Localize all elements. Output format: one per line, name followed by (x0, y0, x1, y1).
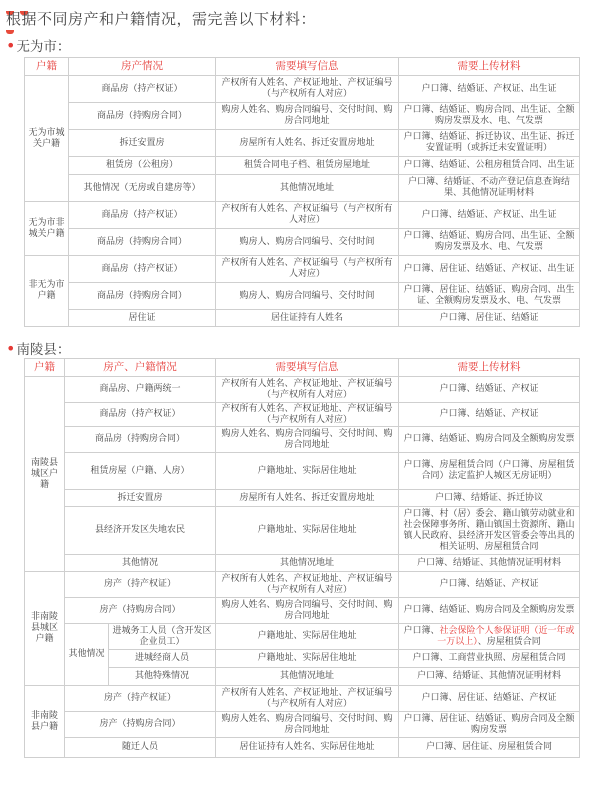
section-title-wuwei: •无为市： (6, 36, 71, 55)
materials-cell: 户口簿、居住证、结婚证 (399, 310, 580, 327)
table-row (25, 490, 580, 507)
info-cell: 户籍地址、实际居住地址 (216, 453, 399, 490)
info-cell: 租赁合同电子档、租赁房屋地址 (216, 157, 399, 175)
table-row (25, 507, 580, 555)
table-row (25, 738, 580, 758)
info-cell: 产权所有人姓名、产权证地址、产权证编号（与产权所有人对应） (216, 377, 399, 403)
property-cell: 商品房（持产权证） (65, 403, 216, 427)
info-cell: 产权所有人姓名、产权证地址、产权证编号（与产权所有人对应） (216, 572, 399, 598)
table-row (25, 377, 580, 403)
materials-cell: 户口簿、结婚证、不动产登记信息查询结果、其他情况证明材料 (399, 175, 580, 202)
property-cell: 商品房（持购房合同） (65, 427, 216, 453)
info-cell: 购房人姓名、购房合同编号、交付时间、购房合同地址 (216, 712, 399, 738)
info-cell: 房屋所有人姓名、拆迁安置房地址 (216, 490, 399, 507)
info-cell: 其他情况地址 (216, 668, 399, 686)
group-label: 非无为市户籍 (25, 256, 69, 327)
info-cell: 产权所有人姓名、产权证地址、产权证编号（与产权所有人对应） (216, 76, 399, 103)
property-cell: 房产（持产权证） (65, 572, 216, 598)
materials-cell: 户口簿、结婚证、产权证、出生证 (399, 76, 580, 103)
table-row (25, 103, 580, 130)
materials-cell: 户口簿、居住证、结婚证、购房合同及全额购房发票 (399, 712, 580, 738)
property-cell: 居住证 (69, 310, 216, 327)
table-row (25, 175, 580, 202)
property-cell: 其他情况（无房或自建房等） (69, 175, 216, 202)
materials-cell: 户口簿、居住证、房屋租赁合同 (399, 738, 580, 758)
info-cell: 房屋所有人姓名、拆迁安置房地址 (216, 130, 399, 157)
property-cell: 拆迁安置房 (69, 130, 216, 157)
group-label: 无为市城关户籍 (25, 76, 69, 202)
info-cell: 户籍地址、实际居住地址 (216, 507, 399, 555)
header-cell: 需要填写信息 (216, 359, 399, 377)
top-decoration (6, 0, 46, 4)
materials-cell: 户口簿、居住证、结婚证、产权证 (399, 686, 580, 712)
info-cell: 购房人姓名、购房合同编号、交付时间、购房合同地址 (216, 103, 399, 130)
materials-cell: 户口簿、居住证、结婚证、购房合同、出生证、全额购房发票及水、电、气发票 (399, 283, 580, 310)
info-cell: 居住证持有人姓名、实际居住地址 (216, 738, 399, 758)
table-row (25, 256, 580, 283)
table-header-row (25, 58, 580, 76)
property-cell: 其他情况 (65, 555, 216, 572)
materials-cell: 户口簿、结婚证、产权证、出生证 (399, 202, 580, 229)
materials-cell: 户口簿、结婚证、产权证 (399, 572, 580, 598)
info-cell: 其他情况地址 (216, 555, 399, 572)
info-cell: 购房人、购房合同编号、交付时间 (216, 283, 399, 310)
table-row (25, 624, 580, 650)
info-cell: 居住证持有人姓名 (216, 310, 399, 327)
property-cell: 租赁房屋（户籍、人房） (65, 453, 216, 490)
materials-cell: 户口簿、结婚证、产权证 (399, 403, 580, 427)
table-row (25, 283, 580, 310)
property-cell: 随迁人员 (65, 738, 216, 758)
table-row (25, 229, 580, 256)
materials-cell: 户口簿、结婚证、拆迁协议、出生证、拆迁安置证明（或拆迁未安置证明） (399, 130, 580, 157)
wuwei-table (24, 57, 580, 327)
info-cell: 购房人姓名、购房合同编号、交付时间、购房合同地址 (216, 598, 399, 624)
property-cell: 县经济开发区失地农民 (65, 507, 216, 555)
header-cell: 需要上传材料 (399, 58, 580, 76)
property-cell: 商品房、户籍两统一 (65, 377, 216, 403)
materials-cell: 户口簿、结婚证、购房合同、出生证、全额购房发票及水、电、气发票 (399, 103, 580, 130)
property-cell: 商品房（持购房合同） (69, 229, 216, 256)
info-cell: 户籍地址、实际居住地址 (216, 624, 399, 650)
property-cell: 商品房（持产权证） (69, 76, 216, 103)
materials-cell: 户口簿、房屋租赁合同（户口簿、房屋租赁合同）法定监护人城区无房证明） (399, 453, 580, 490)
group-label: 南陵县城区户籍 (25, 377, 65, 572)
table-row (25, 453, 580, 490)
group-label: 无为市非城关户籍 (25, 202, 69, 256)
highlight-text: 社会保险个人参保证明（近一年或一万以上） (437, 625, 575, 647)
table-row (25, 202, 580, 229)
header-cell: 房产、户籍情况 (65, 359, 216, 377)
property-cell: 商品房（持购房合同） (69, 283, 216, 310)
table-row (25, 598, 580, 624)
group-label: 非南陵县城区户籍 (25, 572, 65, 686)
table-row (25, 310, 580, 327)
materials-cell: 户口簿、结婚证、购房合同、出生证、全额购房发票及水、电、气发票 (399, 229, 580, 256)
table-row (25, 555, 580, 572)
materials-cell: 户口簿、村（居）委会、籍山镇劳动就业和社会保障事务所、籍山镇国土资源所、籍山镇人民政府、县经济开发区管委会等出具的相关证明、房屋租赁合同 (399, 507, 580, 555)
section-title-nanling: •南陵县： (6, 339, 71, 358)
info-cell: 购房人、购房合同编号、交付时间 (216, 229, 399, 256)
property-cell: 商品房（持购房合同） (69, 103, 216, 130)
info-cell: 产权所有人姓名、产权证编号（与产权所有人对应） (216, 256, 399, 283)
property-cell: 房产（持购房合同） (65, 598, 216, 624)
materials-cell: 户口簿、结婚证、购房合同及全额购房发票 (399, 598, 580, 624)
table-row (25, 427, 580, 453)
materials-cell: 户口簿、居住证、结婚证、产权证、出生证 (399, 256, 580, 283)
property-cell: 拆迁安置房 (65, 490, 216, 507)
nanling-table (24, 358, 580, 758)
property-cell: 商品房（持产权证） (69, 256, 216, 283)
property-cell: 商品房（持产权证） (69, 202, 216, 229)
info-cell: 其他情况地址 (216, 175, 399, 202)
header-cell: 需要上传材料 (399, 359, 580, 377)
group-label: 非南陵县户籍 (25, 686, 65, 758)
subgroup-label: 其他情况 (65, 624, 109, 686)
table-row (25, 157, 580, 175)
table-row (25, 650, 580, 668)
header-cell: 户籍 (25, 359, 65, 377)
bullet-dot-icon: • (6, 36, 16, 55)
property-cell: 房产（持购房合同） (65, 712, 216, 738)
materials-cell: 户口簿、工商营业执照、房屋租赁合同 (399, 650, 580, 668)
property-cell: 其他特殊情况 (109, 668, 216, 686)
table-header-row (25, 359, 580, 377)
table-row (25, 668, 580, 686)
materials-cell: 户口簿、结婚证、购房合同及全额购房发票 (399, 427, 580, 453)
materials-cell: 户口簿、结婚证、产权证 (399, 377, 580, 403)
header-cell: 需要填写信息 (216, 58, 399, 76)
bullet-dot-icon: • (6, 339, 16, 358)
materials-cell: 户口簿、结婚证、其他情况证明材料 (399, 668, 580, 686)
table-row (25, 572, 580, 598)
property-cell: 房产（持产权证） (65, 686, 216, 712)
table-row (25, 403, 580, 427)
table-row (25, 686, 580, 712)
table-row (25, 712, 580, 738)
materials-cell: 户口簿、结婚证、其他情况证明材料 (399, 555, 580, 572)
info-cell: 户籍地址、实际居住地址 (216, 650, 399, 668)
materials-cell: 户口簿、社会保险个人参保证明（近一年或一万以上）、房屋租赁合同 (399, 624, 580, 650)
materials-cell: 户口簿、结婚证、拆迁协议 (399, 490, 580, 507)
info-cell: 购房人姓名、购房合同编号、交付时间、购房合同地址 (216, 427, 399, 453)
table-row (25, 130, 580, 157)
info-cell: 产权所有人姓名、产权证地址、产权证编号（与产权所有人对应） (216, 403, 399, 427)
intro-text: 根据不同房产和户籍情况，需完善以下材料： (6, 10, 317, 28)
property-cell: 进城经商人员 (109, 650, 216, 668)
materials-cell: 户口簿、结婚证、公租房租赁合同、出生证 (399, 157, 580, 175)
header-cell: 房产情况 (69, 58, 216, 76)
property-cell: 进城务工人员（含开发区企业员工） (109, 624, 216, 650)
info-cell: 产权所有人姓名、产权证地址、产权证编号（与产权所有人对应） (216, 686, 399, 712)
table-row (25, 76, 580, 103)
header-cell: 户籍 (25, 58, 69, 76)
property-cell: 租赁房（公租房） (69, 157, 216, 175)
info-cell: 产权所有人姓名、产权证编号（与产权所有人对应） (216, 202, 399, 229)
